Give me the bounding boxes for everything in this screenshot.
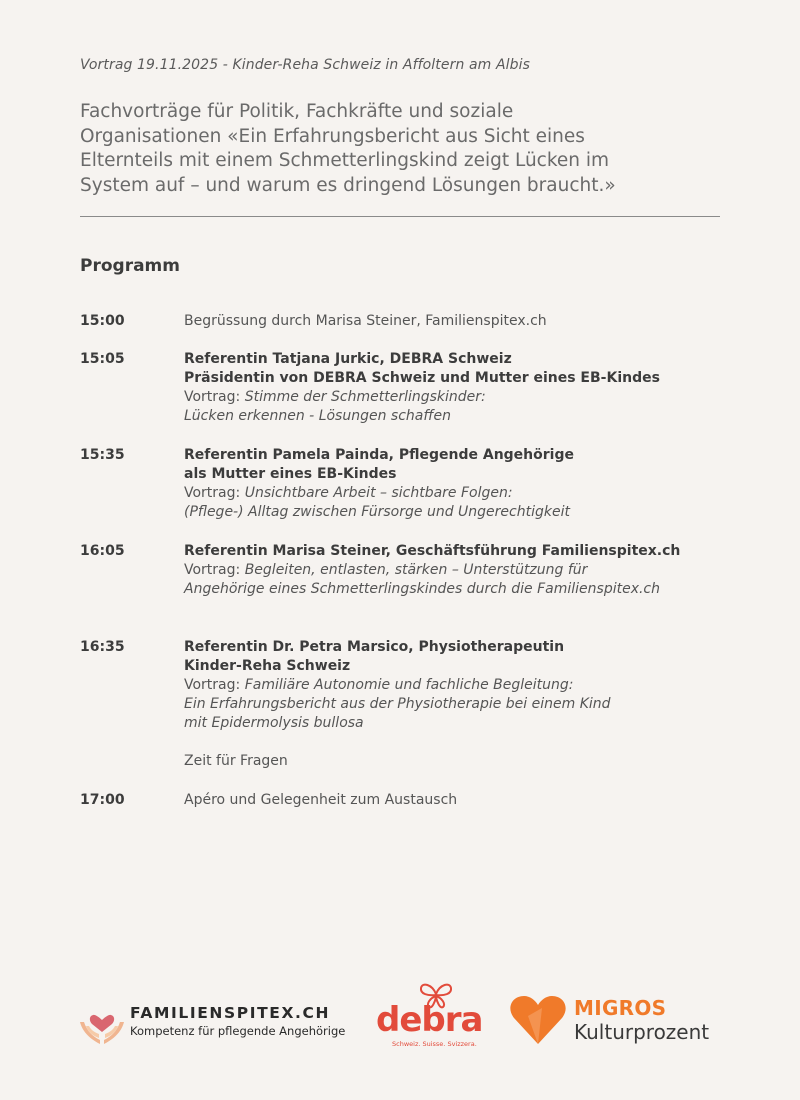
talk-line xyxy=(184,561,784,580)
talk-title: Begleiten, entlasten, stärken – Unterstützung für xyxy=(244,562,588,578)
talk-label: Vortrag: xyxy=(184,389,245,405)
familienspitex-tagline: Kompetenz für pflegende Angehörige xyxy=(130,1024,346,1038)
talk-line: Lücken erkennen - Lösungen schaffen xyxy=(184,408,451,424)
familienspitex-title: FAMILIENSPITEX.CH xyxy=(130,1004,331,1022)
migros-kulturprozent-logo xyxy=(508,994,738,1054)
debra-logo xyxy=(372,976,482,1056)
program-content xyxy=(184,542,784,599)
speaker-line: Referentin Marisa Steiner, Geschäftsführung Familienspitex.ch xyxy=(184,543,681,559)
program-content xyxy=(184,638,784,771)
intro-text xyxy=(80,100,740,198)
program-time: 15:35 xyxy=(80,447,125,463)
migros-title: MIGROS xyxy=(574,996,667,1020)
program-time: 16:05 xyxy=(80,543,125,559)
talk-line: (Pflege-) Alltag zwischen Fürsorge und Ungerechtigkeit xyxy=(184,504,570,520)
speaker-line: Referentin Tatjana Jurkic, DEBRA Schweiz xyxy=(184,351,512,367)
program-time: 15:05 xyxy=(80,351,125,367)
talk-label: Vortrag: xyxy=(184,677,245,693)
talk-title: Unsichtbare Arbeit – sichtbare Folgen: xyxy=(244,485,513,501)
intro-line: Organisationen «Ein Erfahrungsbericht aus Sicht eines xyxy=(80,125,585,147)
familienspitex-logo xyxy=(78,1000,358,1050)
program-text: Zeit für Fragen xyxy=(184,753,288,769)
talk-line: Ein Erfahrungsbericht aus der Physiotherapie bei einem Kind xyxy=(184,696,611,712)
talk-line xyxy=(184,388,784,407)
program-content xyxy=(184,791,784,810)
talk-title: Stimme der Schmetterlingskinder: xyxy=(244,389,486,405)
heart-hands-icon xyxy=(78,1000,126,1048)
sponsor-logos xyxy=(0,970,800,1060)
program-time: 16:35 xyxy=(80,639,125,655)
heart-icon xyxy=(508,994,568,1046)
program-text: Begrüssung durch Marisa Steiner, Familienspitex.ch xyxy=(184,313,547,329)
program-content xyxy=(184,350,784,426)
program-content xyxy=(184,446,784,522)
program-time: 15:00 xyxy=(80,313,125,329)
speaker-line: als Mutter eines EB-Kindes xyxy=(184,466,397,482)
talk-line: mit Epidermolysis bullosa xyxy=(184,715,364,731)
migros-subtitle: Kulturprozent xyxy=(574,1020,710,1044)
debra-tagline: Schweiz. Suisse. Svizzera. xyxy=(392,1040,477,1048)
program-time: 17:00 xyxy=(80,792,125,808)
intro-line: Elternteils mit einem Schmetterlingskind zeigt Lücken im xyxy=(80,150,610,171)
speaker-line: Referentin Pamela Painda, Pflegende Angehörige xyxy=(184,447,574,463)
talk-line xyxy=(184,484,784,503)
event-subtitle: Vortrag 19.11.2025 - Kinder-Reha Schweiz in Affoltern am Albis xyxy=(80,57,530,73)
intro-line: System auf – und warum es dringend Lösungen braucht.» xyxy=(80,174,616,196)
program-heading: Programm xyxy=(80,256,180,276)
intro-line: Fachvorträge für Politik, Fachkräfte und soziale xyxy=(80,101,514,122)
speaker-line: Kinder-Reha Schweiz xyxy=(184,658,351,674)
program-text: Apéro und Gelegenheit zum Austausch xyxy=(184,792,458,808)
talk-label: Vortrag: xyxy=(184,485,245,501)
talk-line xyxy=(184,676,784,695)
program-content xyxy=(184,312,784,331)
speaker-line: Präsidentin von DEBRA Schweiz und Mutter eines EB-Kindes xyxy=(184,370,660,386)
debra-wordmark: debra xyxy=(376,1000,483,1040)
talk-line: Angehörige eines Schmetterlingskindes durch die Familienspitex.ch xyxy=(184,581,660,597)
divider xyxy=(80,216,720,217)
talk-title: Familiäre Autonomie und fachliche Begleitung: xyxy=(244,677,574,693)
speaker-line: Referentin Dr. Petra Marsico, Physiotherapeutin xyxy=(184,639,565,655)
talk-label: Vortrag: xyxy=(184,562,245,578)
